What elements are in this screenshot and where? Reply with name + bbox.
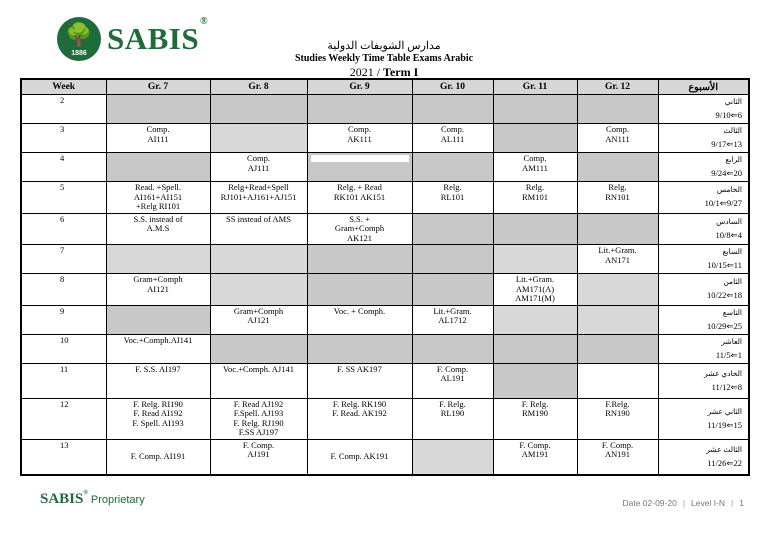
exam-cell: F. Comp. AN191 (577, 439, 658, 475)
exam-cell (106, 153, 210, 182)
footer-brand: SABIS® Proprietary (40, 490, 145, 507)
table-row (21, 363, 749, 398)
exam-cell (106, 305, 210, 334)
exam-cell: Lit.+Gram. AM171(A) AM171(M) (493, 274, 577, 306)
exam-cell (210, 124, 307, 153)
week-date-range: 10/1⇐9/27 (704, 198, 742, 209)
exam-cell (412, 439, 493, 475)
exam-cell (210, 274, 307, 306)
table-row (21, 398, 749, 439)
exam-cell: F. S.S. AI197 (106, 363, 210, 398)
arabic-week-name: التاسع (722, 307, 742, 317)
week-date-range: 9/10⇐6 (715, 110, 742, 120)
exam-cell (577, 274, 658, 306)
arabic-week-cell (658, 245, 749, 274)
arabic-week-name: العاشر (721, 336, 742, 346)
week-date-range: 10/8⇐4 (715, 229, 742, 240)
arabic-week-name: السابع (722, 247, 742, 256)
arabic-week-cell (658, 305, 749, 334)
exam-cell: Gram+Comph AI121 (106, 274, 210, 306)
exam-cell: Relg+Read+Spell RJ101+AJ161+AJ151 (210, 182, 307, 214)
exam-cell (307, 95, 412, 124)
exam-cell: F. Relg. RM190 (493, 398, 577, 439)
week-number: 3 (21, 124, 106, 153)
exam-cell: Lit.+Gram. AL1712 (412, 305, 493, 334)
week-number: 4 (21, 153, 106, 182)
sabis-logo (57, 17, 208, 61)
week-number: 13 (21, 439, 106, 475)
exam-cell (106, 245, 210, 274)
arabic-week-name: الخامس (716, 185, 742, 195)
arabic-week-cell (658, 363, 749, 398)
exam-cell: Gram+Comph AJ121 (210, 305, 307, 334)
column-header: Gr. 8 (210, 79, 307, 95)
week-date-range: 11/5⇐1 (715, 349, 742, 360)
exam-cell (577, 334, 658, 363)
exam-cell: Relg. + Read RK101 AK151 (307, 182, 412, 214)
week-date-range: 10/22⇐18 (707, 290, 742, 301)
table-row (21, 213, 749, 245)
exam-cell: F. SS AK197 (307, 363, 412, 398)
tree-emblem-icon: 🌳 1886 (57, 17, 101, 61)
exam-cell (412, 274, 493, 306)
exam-cell (493, 363, 577, 398)
arabic-week-name: الثاني (724, 97, 742, 106)
week-date-range: 9/24⇐20 (711, 168, 742, 178)
week-number: 6 (21, 213, 106, 245)
exam-cell: F. Read AJ192 F.Spell. AJ193 F. Relg. RJ190 F.SS AJ197 (210, 398, 307, 439)
exam-cell (493, 124, 577, 153)
week-number: 8 (21, 274, 106, 306)
arabic-week-name: الحادي عشر (704, 368, 742, 378)
exam-cell (210, 245, 307, 274)
week-number: 11 (21, 363, 106, 398)
arabic-week-cell (658, 182, 749, 214)
week-date-range: 9/17⇐13 (711, 139, 742, 149)
cell-highlight-strip (311, 155, 409, 162)
arabic-week-cell (658, 274, 749, 306)
exam-cell (577, 95, 658, 124)
arabic-week-name: السادس (716, 216, 742, 226)
table-row (21, 95, 749, 124)
arabic-week-cell (658, 439, 749, 475)
week-number: 9 (21, 305, 106, 334)
column-header: Gr. 9 (307, 79, 412, 95)
exam-cell (577, 305, 658, 334)
exam-cell: S.S. + Gram+Comph AK121 (307, 213, 412, 245)
exam-cell: F. Relg. RK190 F. Read. AK192 (307, 398, 412, 439)
exam-cell: Voc.+Comph. AJ141 (210, 363, 307, 398)
week-date-range: 11/19⇐15 (707, 419, 742, 430)
exam-cell (493, 245, 577, 274)
table-row (21, 274, 749, 306)
logo-wordmark: SABIS® (107, 15, 209, 56)
footer-level: Level I-N (691, 498, 726, 508)
exam-cell: Comp. AJ111 (210, 153, 307, 182)
column-header: Gr. 11 (493, 79, 577, 95)
arabic-week-name: الثاني عشر (707, 406, 742, 416)
exam-cell: Voc.+Comph.AI141 (106, 334, 210, 363)
exam-cell: F. Comp. AI191 (106, 439, 210, 475)
exam-cell (493, 334, 577, 363)
table-row (21, 245, 749, 274)
title-arabic: مدارس الشويفات الدولية (327, 40, 441, 52)
column-header: Gr. 12 (577, 79, 658, 95)
footer-date: Date 02-09-20 (622, 498, 677, 508)
exam-cell (577, 213, 658, 245)
exam-cell: Voc. + Comph. (307, 305, 412, 334)
table-row (21, 305, 749, 334)
exam-cell: Relg. RN101 (577, 182, 658, 214)
document-title-block (284, 40, 484, 79)
table-row (21, 439, 749, 475)
exam-cell: F. Relg. RL190 (412, 398, 493, 439)
title-term: 2021 / Term I (349, 65, 419, 79)
exam-cell: Comp. AL111 (412, 124, 493, 153)
arabic-week-name: الرابع (725, 155, 742, 164)
arabic-week-cell (658, 334, 749, 363)
exam-cell: Comp. AK111 (307, 124, 412, 153)
exam-cell: Relg. RM101 (493, 182, 577, 214)
exam-cell (493, 95, 577, 124)
exam-cell: Read. +Spell. AI161+AI151 +Relg RI101 (106, 182, 210, 214)
week-date-range: 10/15⇐11 (707, 260, 742, 270)
exam-cell (307, 153, 412, 182)
exam-cell (412, 245, 493, 274)
logo-year: 1886 (71, 50, 87, 57)
exam-cell: Comp. AN111 (577, 124, 658, 153)
week-number: 5 (21, 182, 106, 214)
arabic-week-name: الثالث عشر (706, 444, 742, 454)
exam-cell (412, 95, 493, 124)
exam-cell (493, 305, 577, 334)
week-number: 10 (21, 334, 106, 363)
exam-cell (210, 95, 307, 124)
arabic-week-cell (658, 398, 749, 439)
exam-cell: F. Comp. AK191 (307, 439, 412, 475)
exam-cell: F.Relg. RN190 (577, 398, 658, 439)
week-number: 2 (21, 95, 106, 124)
exam-cell (106, 95, 210, 124)
title-english: Studies Weekly Time Table Exams Arabic (294, 53, 474, 64)
exam-cell (307, 274, 412, 306)
table-row (21, 334, 749, 363)
timetable (20, 78, 750, 476)
week-number: 12 (21, 398, 106, 439)
arabic-week-name: الثامن (723, 277, 742, 287)
exam-cell: Relg. RL101 (412, 182, 493, 214)
arabic-week-cell (658, 95, 749, 124)
exam-cell (210, 334, 307, 363)
table-header-row (21, 79, 749, 95)
week-date-range: 11/12⇐8 (711, 381, 742, 392)
footer-page: 1 (739, 498, 744, 508)
table-row (21, 153, 749, 182)
exam-cell (412, 213, 493, 245)
exam-cell: F. Comp. AJ191 (210, 439, 307, 475)
week-date-range: 11/26⇐22 (707, 457, 742, 468)
exam-cell: F. Comp. AM191 (493, 439, 577, 475)
exam-cell: F. Comp. AL191 (412, 363, 493, 398)
exam-cell (577, 153, 658, 182)
column-header: Gr. 10 (412, 79, 493, 95)
arabic-week-cell (658, 213, 749, 245)
exam-cell (412, 153, 493, 182)
exam-cell (577, 363, 658, 398)
column-header: Week (21, 79, 106, 95)
exam-cell (307, 245, 412, 274)
table-row (21, 124, 749, 153)
exam-cell: SS instead of AMS (210, 213, 307, 245)
exam-cell: Lit.+Gram. AN171 (577, 245, 658, 274)
arabic-week-cell (658, 153, 749, 182)
table-row (21, 182, 749, 214)
exam-cell: F. Relg. RI190 F. Read AI192 F. Spell. AI193 (106, 398, 210, 439)
exam-cell: S.S. instead of A.M.S (106, 213, 210, 245)
exam-cell (412, 334, 493, 363)
week-date-range: 10/29⇐25 (707, 320, 742, 331)
exam-cell: Comp. AM111 (493, 153, 577, 182)
exam-cell (493, 213, 577, 245)
exam-cell: Comp. AI111 (106, 124, 210, 153)
week-number: 7 (21, 245, 106, 274)
column-header: Gr. 7 (106, 79, 210, 95)
exam-cell (307, 334, 412, 363)
footer-info: Date 02-09-20 | Level I-N | 1 (622, 498, 744, 508)
column-header: الأسبوع (658, 79, 749, 95)
arabic-week-cell (658, 124, 749, 153)
arabic-week-name: الثالث (723, 126, 742, 135)
